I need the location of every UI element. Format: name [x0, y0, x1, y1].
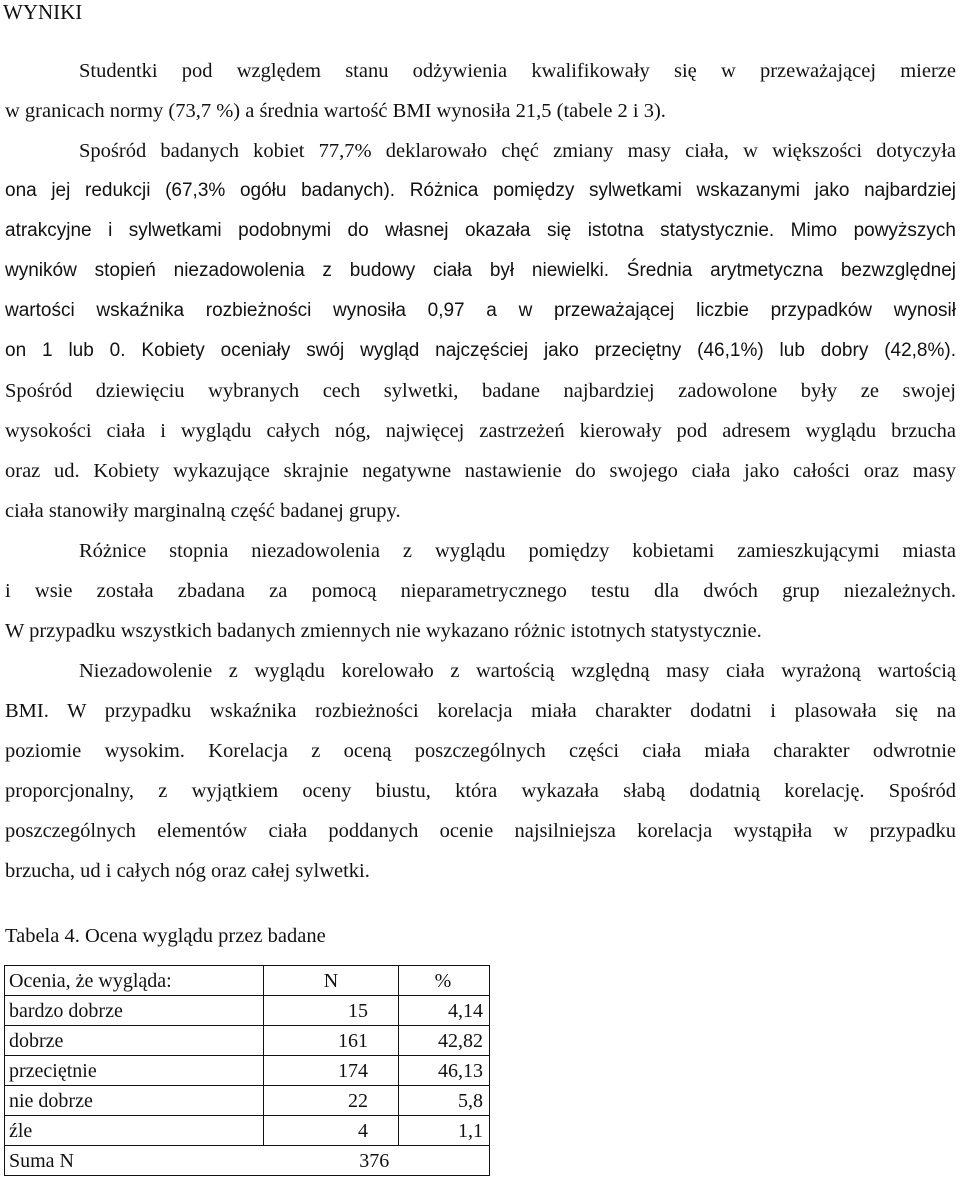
- paragraph-line: on 1 lub 0. Kobiety oceniały swój wygląd najczęściej jako przeciętny (46,1%) lub dobry (42,8%).: [5, 340, 956, 361]
- table-cell: źle: [5, 1116, 264, 1146]
- table-row: [5, 1026, 490, 1056]
- paragraph-line: Studentki pod względem stanu odżywienia kwalifikowały się w przeważającej mierze: [79, 60, 956, 82]
- header-cell: Ocenia, że wygląda:: [5, 966, 264, 996]
- paragraph-line: Niezadowolenie z wyglądu korelowało z wartością względną masy ciała wyrażoną wartością: [79, 660, 956, 682]
- table-cell: 15: [264, 996, 399, 1026]
- paragraph-line: wysokości ciała i wyglądu całych nóg, najwięcej zastrzeżeń kierowały pod adresem wyglądu brzucha: [5, 420, 956, 442]
- table-row: [5, 1056, 490, 1086]
- table-header-row: [5, 966, 490, 996]
- table-cell: 1,1: [399, 1116, 490, 1146]
- table-row: [5, 1116, 490, 1146]
- header-cell: N: [264, 966, 399, 996]
- paragraph-line: BMI. W przypadku wskaźnika rozbieżności korelacja miała charakter dodatni i plasowała się na: [5, 700, 956, 722]
- section-title: WYNIKI: [3, 0, 83, 24]
- table-cell: nie dobrze: [5, 1086, 264, 1116]
- paragraph-line: w granicach normy (73,7 %) a średnia wartość BMI wynosiła 21,5 (tabele 2 i 3).: [5, 100, 666, 122]
- paragraph-line: atrakcyjne i sylwetkami podobnymi do własnej okazała się istotna statystycznie. Mimo powyższych: [5, 220, 956, 241]
- paragraph-line: wartości wskaźnika rozbieżności wynosiła 0,97 a w przeważającej liczbie przypadków wynosił: [5, 300, 956, 321]
- paragraph-line: Różnice stopnia niezadowolenia z wyglądu pomiędzy kobietami zamieszkującymi miasta: [79, 540, 956, 562]
- paragraph-line: proporcjonalny, z wyjątkiem oceny biustu, która wykazała słabą dodatnią korelację. Spośród: [5, 780, 956, 802]
- table-cell: 161: [264, 1026, 399, 1056]
- paragraph-line: poziomie wysokim. Korelacja z oceną poszczególnych części ciała miała charakter odwrotnie: [5, 740, 956, 762]
- table-cell: 22: [264, 1086, 399, 1116]
- table-row: [5, 1086, 490, 1116]
- paragraph-line: brzucha, ud i całych nóg oraz całej sylwetki.: [5, 860, 370, 882]
- table-cell: dobrze: [5, 1026, 264, 1056]
- table-cell: 42,82: [399, 1026, 490, 1056]
- sum-value: 376: [264, 1146, 490, 1176]
- table-row: [5, 996, 490, 1026]
- table-cell: bardzo dobrze: [5, 996, 264, 1026]
- table-sum-row: [5, 1146, 490, 1176]
- paragraph-line: i wsie została zbadana za pomocą nieparametrycznego testu dla dwóch grup niezależnych.: [5, 580, 956, 602]
- paragraph-line: W przypadku wszystkich badanych zmiennych nie wykazano różnic istotnych statystycznie.: [5, 620, 762, 642]
- header-cell: %: [399, 966, 490, 996]
- table-cell: 46,13: [399, 1056, 490, 1086]
- paragraph-line: poszczególnych elementów ciała poddanych ocenie najsilniejsza korelacja wystąpiła w przypadku: [5, 820, 956, 842]
- paragraph-line: ona jej redukcji (67,3% ogółu badanych). Różnica pomiędzy sylwetkami wskazanymi jako najbardziej: [5, 180, 956, 201]
- paragraph-line: Spośród badanych kobiet 77,7% deklarowało chęć zmiany masy ciała, w większości dotyczyła: [79, 140, 956, 162]
- paragraph-line: Spośród dziewięciu wybranych cech sylwetki, badane najbardziej zadowolone były ze swojej: [5, 380, 956, 402]
- rating-table: [4, 965, 490, 1176]
- paragraph-line: wyników stopień niezadowolenia z budowy ciała był niewielki. Średnia arytmetyczna bezwzględnej: [5, 260, 956, 281]
- table-cell: 4,14: [399, 996, 490, 1026]
- table-cell: 4: [264, 1116, 399, 1146]
- sum-label: Suma N: [5, 1146, 264, 1176]
- table-caption: Tabela 4. Ocena wyglądu przez badane: [5, 925, 326, 947]
- table-cell: 5,8: [399, 1086, 490, 1116]
- table-cell: przeciętnie: [5, 1056, 264, 1086]
- paragraph-line: oraz ud. Kobiety wykazujące skrajnie negatywne nastawienie do swojego ciała jako całości oraz masy: [5, 460, 956, 482]
- table-cell: 174: [264, 1056, 399, 1086]
- paragraph-line: ciała stanowiły marginalną część badanej grupy.: [5, 500, 401, 522]
